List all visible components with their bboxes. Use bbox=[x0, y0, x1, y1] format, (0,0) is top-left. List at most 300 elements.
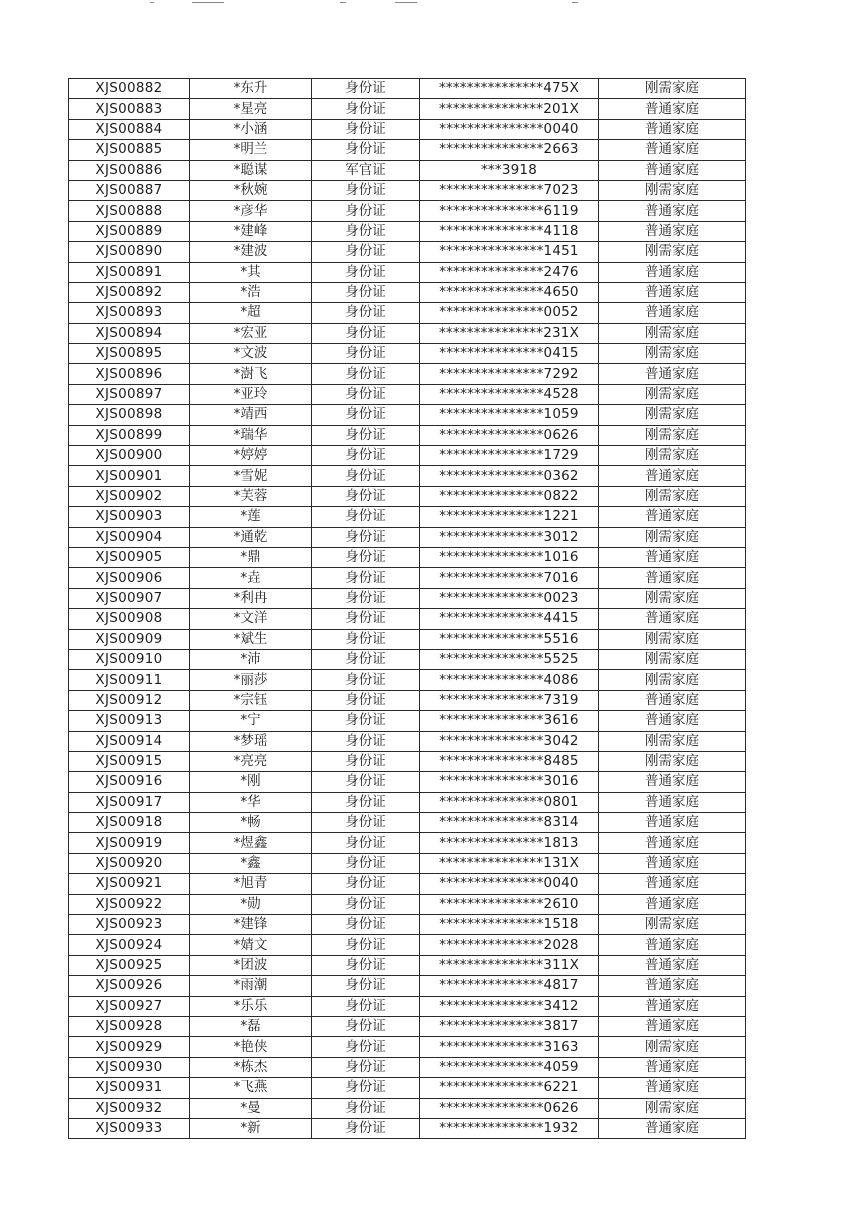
table-row bbox=[69, 140, 746, 160]
record-id-cell: XJS00927 bbox=[69, 996, 190, 1016]
table-row bbox=[69, 323, 746, 343]
record-id-cell: XJS00896 bbox=[69, 364, 190, 384]
record-id-cell: XJS00922 bbox=[69, 894, 190, 914]
id-type-cell: 身份证 bbox=[312, 772, 420, 792]
table-row bbox=[69, 690, 746, 710]
name-cell: *飞燕 bbox=[190, 1078, 312, 1098]
id-type-cell: 身份证 bbox=[312, 813, 420, 833]
table-row bbox=[69, 772, 746, 792]
household-type-cell: 普通家庭 bbox=[599, 160, 746, 180]
household-type-cell: 普通家庭 bbox=[599, 1118, 746, 1138]
id-type-cell: 身份证 bbox=[312, 792, 420, 812]
record-id-cell: XJS00886 bbox=[69, 160, 190, 180]
id-type-cell: 身份证 bbox=[312, 99, 420, 119]
record-id-cell: XJS00904 bbox=[69, 527, 190, 547]
household-type-cell: 普通家庭 bbox=[599, 813, 746, 833]
scan-artifact bbox=[395, 2, 417, 3]
table-row bbox=[69, 955, 746, 975]
table-row bbox=[69, 670, 746, 690]
name-cell: *建峰 bbox=[190, 221, 312, 241]
table-row bbox=[69, 527, 746, 547]
id-type-cell: 身份证 bbox=[312, 833, 420, 853]
name-cell: *莲 bbox=[190, 507, 312, 527]
id-number-cell: ***3918 bbox=[420, 160, 599, 180]
id-type-cell: 身份证 bbox=[312, 486, 420, 506]
household-type-cell: 刚需家庭 bbox=[599, 486, 746, 506]
id-number-cell: ***************3012 bbox=[420, 527, 599, 547]
table-row bbox=[69, 915, 746, 935]
record-id-cell: XJS00912 bbox=[69, 690, 190, 710]
table-row bbox=[69, 1057, 746, 1077]
id-type-cell: 身份证 bbox=[312, 629, 420, 649]
name-cell: *丽莎 bbox=[190, 670, 312, 690]
household-type-cell: 刚需家庭 bbox=[599, 588, 746, 608]
name-cell: *文洋 bbox=[190, 609, 312, 629]
record-id-cell: XJS00933 bbox=[69, 1118, 190, 1138]
name-cell: *靖西 bbox=[190, 405, 312, 425]
id-type-cell: 身份证 bbox=[312, 507, 420, 527]
household-type-cell: 刚需家庭 bbox=[599, 751, 746, 771]
name-cell: *新 bbox=[190, 1118, 312, 1138]
name-cell: *聪谋 bbox=[190, 160, 312, 180]
id-number-cell: ***************8485 bbox=[420, 751, 599, 771]
name-cell: *婧文 bbox=[190, 935, 312, 955]
record-id-cell: XJS00928 bbox=[69, 1016, 190, 1036]
id-number-cell: ***************1813 bbox=[420, 833, 599, 853]
record-id-cell: XJS00891 bbox=[69, 262, 190, 282]
name-cell: *宁 bbox=[190, 711, 312, 731]
id-number-cell: ***************4118 bbox=[420, 221, 599, 241]
table-row bbox=[69, 282, 746, 302]
id-type-cell: 身份证 bbox=[312, 1118, 420, 1138]
name-cell: *乐乐 bbox=[190, 996, 312, 1016]
id-number-cell: ***************311X bbox=[420, 955, 599, 975]
id-number-cell: ***************3412 bbox=[420, 996, 599, 1016]
id-number-cell: ***************2476 bbox=[420, 262, 599, 282]
record-id-cell: XJS00888 bbox=[69, 201, 190, 221]
household-type-cell: 普通家庭 bbox=[599, 303, 746, 323]
id-number-cell: ***************0362 bbox=[420, 466, 599, 486]
record-id-cell: XJS00890 bbox=[69, 242, 190, 262]
id-number-cell: ***************0415 bbox=[420, 344, 599, 364]
household-type-cell: 普通家庭 bbox=[599, 772, 746, 792]
household-type-cell: 普通家庭 bbox=[599, 364, 746, 384]
table-row bbox=[69, 1118, 746, 1138]
record-id-cell: XJS00923 bbox=[69, 915, 190, 935]
id-number-cell: ***************3163 bbox=[420, 1037, 599, 1057]
table-row bbox=[69, 262, 746, 282]
name-cell: *超 bbox=[190, 303, 312, 323]
id-number-cell: ***************1518 bbox=[420, 915, 599, 935]
name-cell: *曼 bbox=[190, 1098, 312, 1118]
table-row bbox=[69, 507, 746, 527]
id-type-cell: 身份证 bbox=[312, 140, 420, 160]
household-type-cell: 普通家庭 bbox=[599, 119, 746, 139]
table-row bbox=[69, 119, 746, 139]
id-number-cell: ***************3616 bbox=[420, 711, 599, 731]
table-row bbox=[69, 466, 746, 486]
name-cell: *其 bbox=[190, 262, 312, 282]
scan-artifact bbox=[340, 2, 346, 3]
table-row bbox=[69, 446, 746, 466]
household-type-cell: 刚需家庭 bbox=[599, 629, 746, 649]
id-number-cell: ***************0023 bbox=[420, 588, 599, 608]
name-cell: *彦华 bbox=[190, 201, 312, 221]
name-cell: *艳侠 bbox=[190, 1037, 312, 1057]
household-type-cell: 刚需家庭 bbox=[599, 405, 746, 425]
table-row bbox=[69, 344, 746, 364]
record-id-cell: XJS00895 bbox=[69, 344, 190, 364]
household-type-cell: 普通家庭 bbox=[599, 792, 746, 812]
id-number-cell: ***************231X bbox=[420, 323, 599, 343]
household-type-cell: 普通家庭 bbox=[599, 996, 746, 1016]
record-id-cell: XJS00907 bbox=[69, 588, 190, 608]
table-row bbox=[69, 853, 746, 873]
table-row bbox=[69, 160, 746, 180]
record-id-cell: XJS00915 bbox=[69, 751, 190, 771]
id-number-cell: ***************7292 bbox=[420, 364, 599, 384]
table-row bbox=[69, 1016, 746, 1036]
id-number-cell: ***************3042 bbox=[420, 731, 599, 751]
id-number-cell: ***************7319 bbox=[420, 690, 599, 710]
table-row bbox=[69, 711, 746, 731]
table-row bbox=[69, 874, 746, 894]
household-type-cell: 刚需家庭 bbox=[599, 527, 746, 547]
record-id-cell: XJS00914 bbox=[69, 731, 190, 751]
id-number-cell: ***************5516 bbox=[420, 629, 599, 649]
id-type-cell: 身份证 bbox=[312, 935, 420, 955]
record-id-cell: XJS00926 bbox=[69, 976, 190, 996]
record-id-cell: XJS00910 bbox=[69, 649, 190, 669]
record-id-cell: XJS00925 bbox=[69, 955, 190, 975]
table-row bbox=[69, 303, 746, 323]
household-type-cell: 刚需家庭 bbox=[599, 446, 746, 466]
name-cell: *栋杰 bbox=[190, 1057, 312, 1077]
name-cell: *浩 bbox=[190, 282, 312, 302]
record-id-cell: XJS00887 bbox=[69, 180, 190, 200]
id-number-cell: ***************0626 bbox=[420, 425, 599, 445]
table-row bbox=[69, 201, 746, 221]
id-type-cell: 身份证 bbox=[312, 1098, 420, 1118]
table-row bbox=[69, 547, 746, 567]
id-number-cell: ***************0052 bbox=[420, 303, 599, 323]
id-number-cell: ***************4528 bbox=[420, 384, 599, 404]
id-type-cell: 身份证 bbox=[312, 874, 420, 894]
table-row bbox=[69, 833, 746, 853]
record-id-cell: XJS00909 bbox=[69, 629, 190, 649]
id-number-cell: ***************4415 bbox=[420, 609, 599, 629]
record-id-cell: XJS00884 bbox=[69, 119, 190, 139]
id-number-cell: ***************4086 bbox=[420, 670, 599, 690]
table-row bbox=[69, 568, 746, 588]
id-number-cell: ***************1059 bbox=[420, 405, 599, 425]
id-type-cell: 身份证 bbox=[312, 323, 420, 343]
table-row bbox=[69, 425, 746, 445]
household-type-cell: 普通家庭 bbox=[599, 853, 746, 873]
household-type-cell: 普通家庭 bbox=[599, 221, 746, 241]
record-id-cell: XJS00931 bbox=[69, 1078, 190, 1098]
scan-artifact bbox=[192, 2, 224, 3]
id-number-cell: ***************6119 bbox=[420, 201, 599, 221]
household-type-cell: 普通家庭 bbox=[599, 568, 746, 588]
id-type-cell: 身份证 bbox=[312, 221, 420, 241]
table-row bbox=[69, 751, 746, 771]
id-number-cell: ***************0040 bbox=[420, 874, 599, 894]
record-id-cell: XJS00917 bbox=[69, 792, 190, 812]
id-type-cell: 身份证 bbox=[312, 690, 420, 710]
record-id-cell: XJS00911 bbox=[69, 670, 190, 690]
id-type-cell: 身份证 bbox=[312, 670, 420, 690]
name-cell: *鑫 bbox=[190, 853, 312, 873]
household-type-cell: 普通家庭 bbox=[599, 711, 746, 731]
id-type-cell: 军官证 bbox=[312, 160, 420, 180]
id-type-cell: 身份证 bbox=[312, 364, 420, 384]
record-id-cell: XJS00921 bbox=[69, 874, 190, 894]
id-number-cell: ***************1451 bbox=[420, 242, 599, 262]
name-cell: *雨潮 bbox=[190, 976, 312, 996]
record-id-cell: XJS00930 bbox=[69, 1057, 190, 1077]
id-type-cell: 身份证 bbox=[312, 609, 420, 629]
household-type-cell: 刚需家庭 bbox=[599, 79, 746, 99]
household-type-cell: 刚需家庭 bbox=[599, 670, 746, 690]
record-id-cell: XJS00929 bbox=[69, 1037, 190, 1057]
household-type-cell: 刚需家庭 bbox=[599, 384, 746, 404]
household-type-cell: 刚需家庭 bbox=[599, 242, 746, 262]
record-id-cell: XJS00883 bbox=[69, 99, 190, 119]
household-type-cell: 普通家庭 bbox=[599, 282, 746, 302]
record-id-cell: XJS00901 bbox=[69, 466, 190, 486]
record-id-cell: XJS00885 bbox=[69, 140, 190, 160]
record-id-cell: XJS00893 bbox=[69, 303, 190, 323]
household-type-cell: 普通家庭 bbox=[599, 1057, 746, 1077]
id-number-cell: ***************7016 bbox=[420, 568, 599, 588]
id-number-cell: ***************6221 bbox=[420, 1078, 599, 1098]
id-number-cell: ***************0801 bbox=[420, 792, 599, 812]
id-type-cell: 身份证 bbox=[312, 201, 420, 221]
id-type-cell: 身份证 bbox=[312, 853, 420, 873]
id-type-cell: 身份证 bbox=[312, 79, 420, 99]
name-cell: *婷婷 bbox=[190, 446, 312, 466]
name-cell: *华 bbox=[190, 792, 312, 812]
name-cell: *建波 bbox=[190, 242, 312, 262]
name-cell: *东升 bbox=[190, 79, 312, 99]
household-type-cell: 刚需家庭 bbox=[599, 180, 746, 200]
household-type-cell: 普通家庭 bbox=[599, 466, 746, 486]
name-cell: *旭青 bbox=[190, 874, 312, 894]
id-number-cell: ***************0040 bbox=[420, 119, 599, 139]
table-row bbox=[69, 894, 746, 914]
id-type-cell: 身份证 bbox=[312, 1037, 420, 1057]
id-type-cell: 身份证 bbox=[312, 344, 420, 364]
id-type-cell: 身份证 bbox=[312, 547, 420, 567]
name-cell: *垚 bbox=[190, 568, 312, 588]
record-id-cell: XJS00918 bbox=[69, 813, 190, 833]
id-number-cell: ***************2610 bbox=[420, 894, 599, 914]
name-cell: *星亮 bbox=[190, 99, 312, 119]
household-type-cell: 普通家庭 bbox=[599, 894, 746, 914]
record-id-cell: XJS00906 bbox=[69, 568, 190, 588]
household-type-cell: 刚需家庭 bbox=[599, 1037, 746, 1057]
id-type-cell: 身份证 bbox=[312, 915, 420, 935]
name-cell: *明兰 bbox=[190, 140, 312, 160]
table-row bbox=[69, 588, 746, 608]
name-cell: *澍飞 bbox=[190, 364, 312, 384]
id-number-cell: ***************4817 bbox=[420, 976, 599, 996]
name-cell: *文波 bbox=[190, 344, 312, 364]
table-row bbox=[69, 1037, 746, 1057]
household-type-cell: 刚需家庭 bbox=[599, 1098, 746, 1118]
record-id-cell: XJS00900 bbox=[69, 446, 190, 466]
table-row bbox=[69, 731, 746, 751]
household-type-cell: 普通家庭 bbox=[599, 833, 746, 853]
name-cell: *斌生 bbox=[190, 629, 312, 649]
table-row bbox=[69, 1078, 746, 1098]
id-number-cell: ***************4650 bbox=[420, 282, 599, 302]
id-type-cell: 身份证 bbox=[312, 996, 420, 1016]
id-number-cell: ***************5525 bbox=[420, 649, 599, 669]
id-type-cell: 身份证 bbox=[312, 1057, 420, 1077]
id-number-cell: ***************3016 bbox=[420, 772, 599, 792]
name-cell: *磊 bbox=[190, 1016, 312, 1036]
household-type-cell: 普通家庭 bbox=[599, 955, 746, 975]
id-number-cell: ***************8314 bbox=[420, 813, 599, 833]
table-row bbox=[69, 486, 746, 506]
table-row bbox=[69, 935, 746, 955]
name-cell: *瑞华 bbox=[190, 425, 312, 445]
table-row bbox=[69, 649, 746, 669]
table-row bbox=[69, 364, 746, 384]
id-type-cell: 身份证 bbox=[312, 282, 420, 302]
table-row bbox=[69, 384, 746, 404]
name-cell: *利冉 bbox=[190, 588, 312, 608]
household-type-cell: 刚需家庭 bbox=[599, 323, 746, 343]
household-type-cell: 普通家庭 bbox=[599, 262, 746, 282]
name-cell: *宗钰 bbox=[190, 690, 312, 710]
record-id-cell: XJS00899 bbox=[69, 425, 190, 445]
record-id-cell: XJS00882 bbox=[69, 79, 190, 99]
table-row bbox=[69, 996, 746, 1016]
name-cell: *秋婉 bbox=[190, 180, 312, 200]
id-type-cell: 身份证 bbox=[312, 405, 420, 425]
table-row bbox=[69, 221, 746, 241]
household-type-cell: 普通家庭 bbox=[599, 609, 746, 629]
table-row bbox=[69, 813, 746, 833]
record-id-cell: XJS00903 bbox=[69, 507, 190, 527]
id-number-cell: ***************1221 bbox=[420, 507, 599, 527]
table-row bbox=[69, 242, 746, 262]
household-type-cell: 刚需家庭 bbox=[599, 425, 746, 445]
table-row bbox=[69, 792, 746, 812]
record-id-cell: XJS00916 bbox=[69, 772, 190, 792]
household-type-cell: 普通家庭 bbox=[599, 99, 746, 119]
id-number-cell: ***************2028 bbox=[420, 935, 599, 955]
table-row bbox=[69, 976, 746, 996]
scan-artifact bbox=[572, 2, 578, 3]
id-type-cell: 身份证 bbox=[312, 751, 420, 771]
id-number-cell: ***************2663 bbox=[420, 140, 599, 160]
record-id-cell: XJS00894 bbox=[69, 323, 190, 343]
household-type-cell: 刚需家庭 bbox=[599, 344, 746, 364]
household-type-cell: 普通家庭 bbox=[599, 1016, 746, 1036]
name-cell: *宏亚 bbox=[190, 323, 312, 343]
id-type-cell: 身份证 bbox=[312, 242, 420, 262]
id-number-cell: ***************1016 bbox=[420, 547, 599, 567]
record-id-cell: XJS00924 bbox=[69, 935, 190, 955]
scan-artifact bbox=[150, 2, 154, 3]
id-type-cell: 身份证 bbox=[312, 180, 420, 200]
id-number-cell: ***************7023 bbox=[420, 180, 599, 200]
record-id-cell: XJS00905 bbox=[69, 547, 190, 567]
name-cell: *鼎 bbox=[190, 547, 312, 567]
id-number-cell: ***************4059 bbox=[420, 1057, 599, 1077]
id-type-cell: 身份证 bbox=[312, 262, 420, 282]
id-number-cell: ***************475X bbox=[420, 79, 599, 99]
household-type-cell: 普通家庭 bbox=[599, 1078, 746, 1098]
id-number-cell: ***************1932 bbox=[420, 1118, 599, 1138]
name-cell: *亚玲 bbox=[190, 384, 312, 404]
household-type-cell: 普通家庭 bbox=[599, 874, 746, 894]
id-type-cell: 身份证 bbox=[312, 446, 420, 466]
record-id-cell: XJS00889 bbox=[69, 221, 190, 241]
name-cell: *芙蓉 bbox=[190, 486, 312, 506]
record-id-cell: XJS00919 bbox=[69, 833, 190, 853]
name-cell: *沛 bbox=[190, 649, 312, 669]
record-id-cell: XJS00902 bbox=[69, 486, 190, 506]
household-type-cell: 刚需家庭 bbox=[599, 731, 746, 751]
record-id-cell: XJS00897 bbox=[69, 384, 190, 404]
table-row bbox=[69, 609, 746, 629]
id-type-cell: 身份证 bbox=[312, 527, 420, 547]
id-type-cell: 身份证 bbox=[312, 649, 420, 669]
household-type-cell: 普通家庭 bbox=[599, 690, 746, 710]
id-type-cell: 身份证 bbox=[312, 119, 420, 139]
id-type-cell: 身份证 bbox=[312, 568, 420, 588]
id-type-cell: 身份证 bbox=[312, 384, 420, 404]
id-type-cell: 身份证 bbox=[312, 894, 420, 914]
name-cell: *建锋 bbox=[190, 915, 312, 935]
id-number-cell: ***************0822 bbox=[420, 486, 599, 506]
record-id-cell: XJS00913 bbox=[69, 711, 190, 731]
table-body bbox=[69, 79, 746, 1139]
record-id-cell: XJS00908 bbox=[69, 609, 190, 629]
table-row bbox=[69, 629, 746, 649]
id-type-cell: 身份证 bbox=[312, 955, 420, 975]
id-type-cell: 身份证 bbox=[312, 1078, 420, 1098]
household-type-cell: 刚需家庭 bbox=[599, 649, 746, 669]
household-type-cell: 普通家庭 bbox=[599, 201, 746, 221]
name-cell: *勋 bbox=[190, 894, 312, 914]
id-number-cell: ***************131X bbox=[420, 853, 599, 873]
id-type-cell: 身份证 bbox=[312, 711, 420, 731]
id-type-cell: 身份证 bbox=[312, 976, 420, 996]
id-type-cell: 身份证 bbox=[312, 731, 420, 751]
table-row bbox=[69, 79, 746, 99]
name-cell: *亮亮 bbox=[190, 751, 312, 771]
household-type-cell: 普通家庭 bbox=[599, 140, 746, 160]
id-type-cell: 身份证 bbox=[312, 466, 420, 486]
id-number-cell: ***************3817 bbox=[420, 1016, 599, 1036]
record-id-cell: XJS00932 bbox=[69, 1098, 190, 1118]
table-row bbox=[69, 180, 746, 200]
name-cell: *煜鑫 bbox=[190, 833, 312, 853]
id-type-cell: 身份证 bbox=[312, 588, 420, 608]
household-type-cell: 普通家庭 bbox=[599, 935, 746, 955]
household-type-cell: 普通家庭 bbox=[599, 976, 746, 996]
table-row bbox=[69, 405, 746, 425]
name-cell: *梦瑶 bbox=[190, 731, 312, 751]
id-number-cell: ***************0626 bbox=[420, 1098, 599, 1118]
id-type-cell: 身份证 bbox=[312, 425, 420, 445]
